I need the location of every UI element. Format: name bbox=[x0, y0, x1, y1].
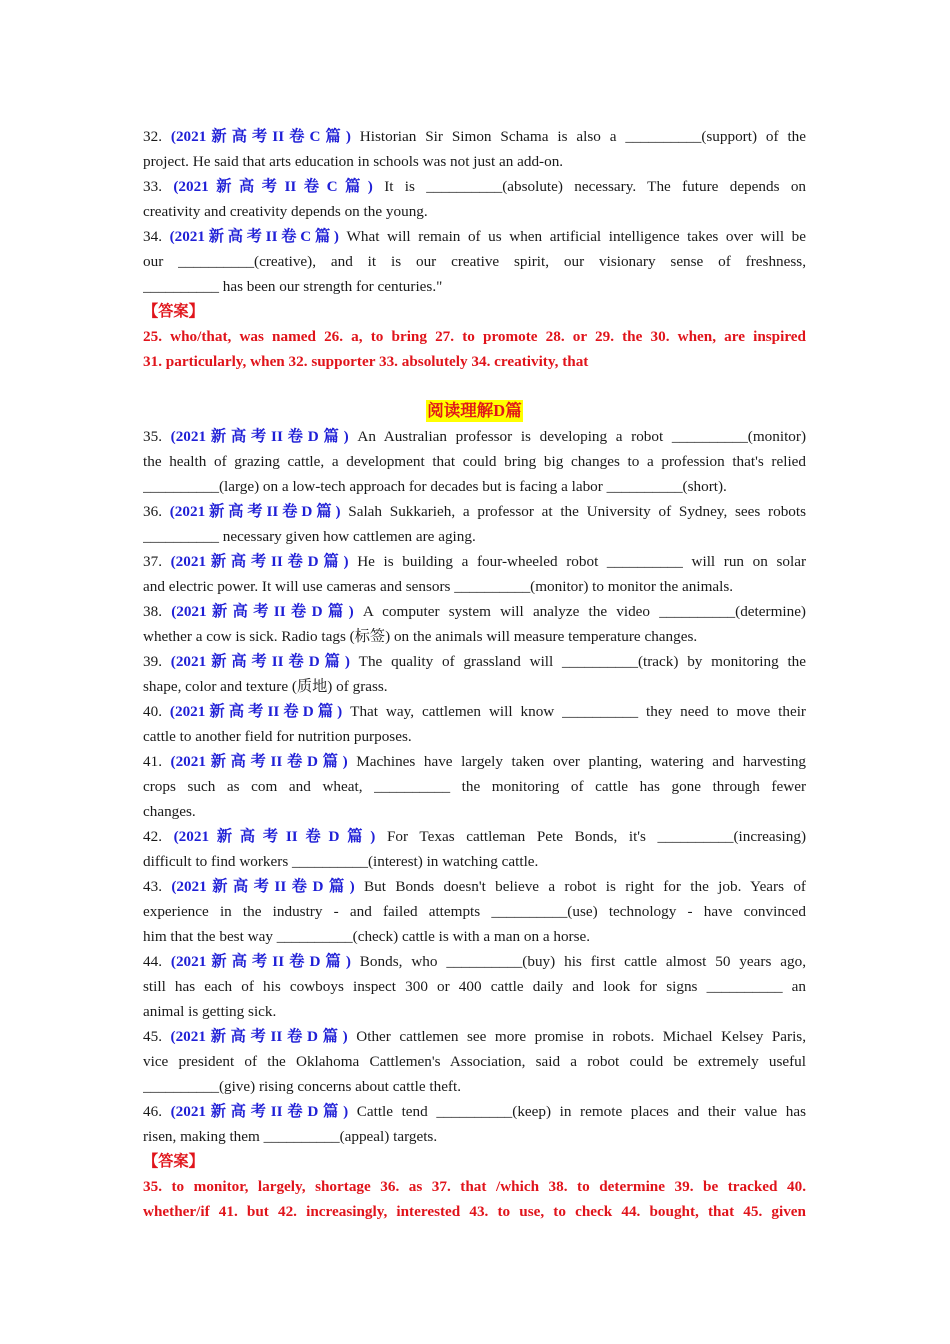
line-text: 35. bbox=[143, 428, 171, 445]
line-text: cattle to another field for nutrition purposes. bbox=[143, 728, 412, 745]
source-tag: (2021新高考II卷C篇) bbox=[173, 178, 373, 195]
text-line bbox=[143, 549, 806, 574]
text-line bbox=[143, 449, 806, 474]
section-d-answers bbox=[143, 1174, 806, 1224]
line-text: project. He said that arts education in schools was not just an add-on. bbox=[143, 153, 564, 170]
line-text: That way, cattlemen will know __________ they need to move their bbox=[342, 703, 806, 720]
line-text: Salah Sukkarieh, a professor at the University of Sydney, sees robots bbox=[340, 503, 806, 520]
line-text: difficult to find workers __________(interest) in watching cattle. bbox=[143, 853, 539, 870]
source-tag: (2021新高考II卷D篇) bbox=[169, 503, 341, 520]
answer-label: 【答案】 bbox=[143, 1153, 204, 1170]
text-line bbox=[143, 249, 806, 274]
line-text: 32. bbox=[143, 128, 171, 145]
line-text: him that the best way __________(check) cattle is with a man on a horse. bbox=[143, 928, 591, 945]
text-line bbox=[143, 649, 806, 674]
section-heading: 阅读理解D篇 bbox=[427, 401, 522, 420]
text-line bbox=[143, 924, 806, 949]
line-text: shape, color and texture (质地) of grass. bbox=[143, 678, 388, 695]
section-heading-wrap bbox=[143, 399, 806, 424]
source-tag: (2021新高考II卷D篇) bbox=[170, 953, 351, 970]
line-text: But Bonds doesn't believe a robot is right for the job. Years of bbox=[354, 878, 806, 895]
text-line bbox=[143, 824, 806, 849]
source-tag: (2021新高考II卷D篇) bbox=[170, 1028, 348, 1045]
text-line bbox=[143, 274, 806, 299]
text-line bbox=[143, 974, 806, 999]
text-line bbox=[143, 1049, 806, 1074]
text-line bbox=[143, 1024, 806, 1049]
source-tag: (2021新高考II卷D篇) bbox=[171, 603, 354, 620]
text-line bbox=[143, 574, 806, 599]
source-tag: (2021新高考II卷C篇) bbox=[170, 128, 351, 145]
answer-label: 【答案】 bbox=[143, 303, 204, 320]
line-text: An Australian professor is developing a robot __________(monitor) bbox=[348, 428, 806, 445]
text-line bbox=[143, 474, 806, 499]
source-tag: (2021新高考II卷D篇) bbox=[171, 878, 355, 895]
text-line bbox=[143, 749, 806, 774]
line-text: crops such as com and wheat, __________ the monitoring of cattle has gone through fewer bbox=[143, 778, 806, 795]
text-line bbox=[143, 774, 806, 799]
line-text: 39. bbox=[143, 653, 171, 670]
line-text: What will remain of us when artificial intelligence takes over will be bbox=[338, 228, 806, 245]
text-line bbox=[143, 224, 806, 249]
line-text: __________ has been our strength for centuries." bbox=[143, 278, 443, 295]
line-text: 40. bbox=[143, 703, 170, 720]
line-text: the health of grazing cattle, a development that could bring big changes to a profession that's relied bbox=[143, 453, 806, 470]
answer-line: 31. particularly, when 32. supporter 33. absolutely 34. creativity, that bbox=[143, 353, 589, 370]
text-line bbox=[143, 724, 806, 749]
source-tag: (2021新高考II卷D篇) bbox=[170, 428, 349, 445]
source-tag: (2021新高考II卷D篇) bbox=[170, 653, 350, 670]
line-text: 45. bbox=[143, 1028, 171, 1045]
line-text: risen, making them __________(appeal) targets. bbox=[143, 1128, 438, 1145]
text-line bbox=[143, 899, 806, 924]
line-text: 41. bbox=[143, 753, 171, 770]
line-text: still has each of his cowboys inspect 300 or 400 cattle daily and look for signs __________ an bbox=[143, 978, 806, 995]
source-tag: (2021新高考II卷D篇) bbox=[173, 828, 376, 845]
line-text: animal is getting sick. bbox=[143, 1003, 277, 1020]
source-tag: (2021新高考II卷D篇) bbox=[170, 1103, 349, 1120]
line-text: 38. bbox=[143, 603, 172, 620]
line-text: 36. bbox=[143, 503, 170, 520]
line-text: and electric power. It will use cameras and sensors __________(monitor) to monitor the animals. bbox=[143, 578, 734, 595]
line-text: whether a cow is sick. Radio tags (标签) on the animals will measure temperature changes. bbox=[143, 628, 698, 645]
line-text: Machines have largely taken over planting, watering and harvesting bbox=[347, 753, 806, 770]
source-tag: (2021新高考II卷D篇) bbox=[169, 703, 343, 720]
text-line bbox=[143, 849, 806, 874]
text-line bbox=[143, 624, 806, 649]
line-text: Other cattlemen see more promise in robots. Michael Kelsey Paris, bbox=[347, 1028, 806, 1045]
text-line bbox=[143, 149, 806, 174]
text-line bbox=[143, 199, 806, 224]
section-c-questions bbox=[143, 124, 806, 299]
answer-line: 25. who/that, was named 26. a, to bring 27. to promote 28. or 29. the 30. when, are inspired bbox=[143, 328, 806, 345]
line-text: vice president of the Oklahoma Cattlemen's Association, said a robot could be extremely useful bbox=[143, 1053, 806, 1070]
text-line bbox=[143, 874, 806, 899]
text-line bbox=[143, 1074, 806, 1099]
text-line bbox=[143, 524, 806, 549]
line-text: changes. bbox=[143, 803, 196, 820]
answer-line: 35. to monitor, largely, shortage 36. as 37. that /which 38. to determine 39. be tracked 40. bbox=[143, 1178, 806, 1195]
line-text: He is building a four-wheeled robot __________ will run on solar bbox=[348, 553, 806, 570]
line-text: 37. bbox=[143, 553, 171, 570]
text-line bbox=[143, 174, 806, 199]
document-page bbox=[143, 124, 806, 1224]
line-text: 33. bbox=[143, 178, 174, 195]
line-text: Historian Sir Simon Schama is also a __________(support) of the bbox=[350, 128, 806, 145]
text-line bbox=[143, 674, 806, 699]
text-line bbox=[143, 424, 806, 449]
line-text: __________(give) rising concerns about cattle theft. bbox=[143, 1078, 462, 1095]
line-text: creativity and creativity depends on the young. bbox=[143, 203, 428, 220]
text-line bbox=[143, 599, 806, 624]
section-c-answers bbox=[143, 324, 806, 374]
line-text: __________ necessary given how cattlemen are aging. bbox=[143, 528, 476, 545]
text-line bbox=[143, 499, 806, 524]
line-text: 43. bbox=[143, 878, 172, 895]
source-tag: (2021新高考II卷C篇) bbox=[169, 228, 339, 245]
line-text: our __________(creative), and it is our creative spirit, our visionary sense of freshness, bbox=[143, 253, 806, 270]
line-text: The quality of grassland will __________(track) by monitoring the bbox=[349, 653, 806, 670]
text-line bbox=[143, 1124, 806, 1149]
text-line bbox=[143, 799, 806, 824]
line-text: 34. bbox=[143, 228, 170, 245]
answer-line: whether/if 41. but 42. increasingly, interested 43. to use, to check 44. bought, that 45. given bbox=[143, 1203, 806, 1220]
line-text: Bonds, who __________(buy) his first cattle almost 50 years ago, bbox=[350, 953, 806, 970]
text-line bbox=[143, 999, 806, 1024]
source-tag: (2021新高考II卷D篇) bbox=[170, 753, 348, 770]
line-text: experience in the industry - and failed attempts __________(use) technology - have convinced bbox=[143, 903, 806, 920]
line-text: For Texas cattleman Pete Bonds, it's __________(increasing) bbox=[375, 828, 806, 845]
line-text: It is __________(absolute) necessary. The future depends on bbox=[372, 178, 806, 195]
line-text: 42. bbox=[143, 828, 174, 845]
line-text: 44. bbox=[143, 953, 171, 970]
text-line bbox=[143, 124, 806, 149]
text-line bbox=[143, 1099, 806, 1124]
text-line bbox=[143, 699, 806, 724]
line-text: A computer system will analyze the video __________(determine) bbox=[353, 603, 806, 620]
line-text: 46. bbox=[143, 1103, 171, 1120]
section-d-questions bbox=[143, 424, 806, 1149]
spacer bbox=[143, 374, 806, 399]
line-text: Cattle tend __________(keep) in remote places and their value has bbox=[348, 1103, 806, 1120]
line-text: __________(large) on a low-tech approach for decades but is facing a labor __________(short). bbox=[143, 478, 727, 495]
source-tag: (2021新高考II卷D篇) bbox=[170, 553, 349, 570]
text-line bbox=[143, 949, 806, 974]
